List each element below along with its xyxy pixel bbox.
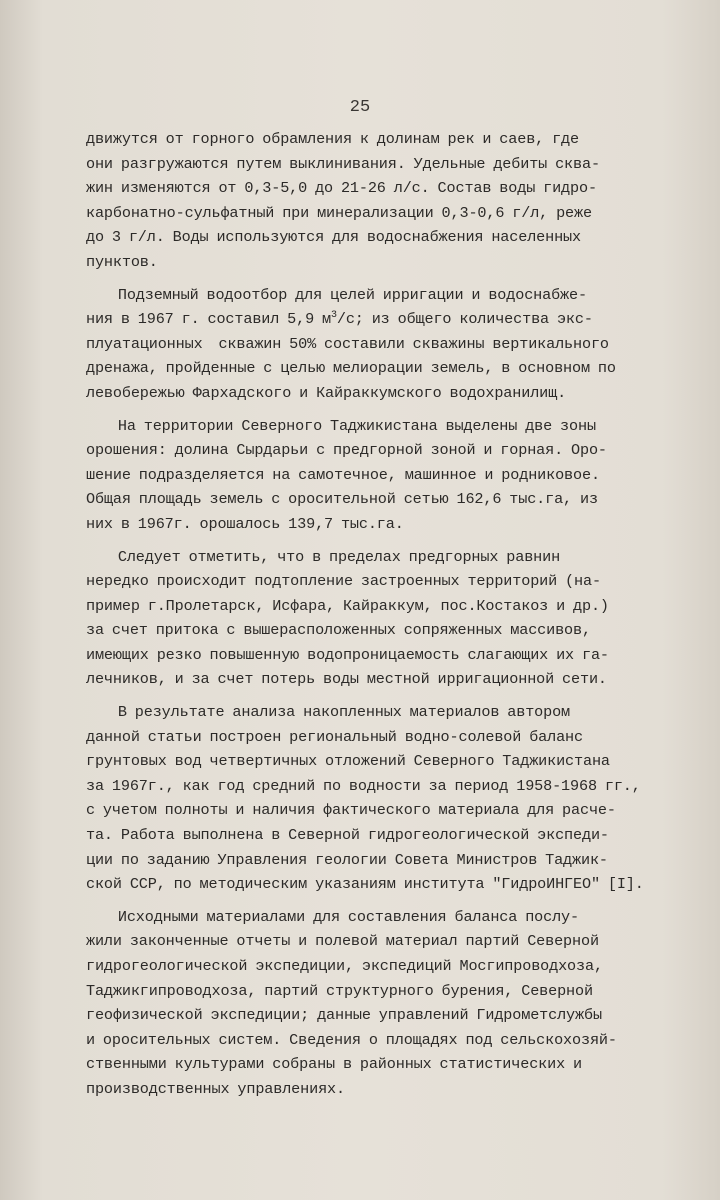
text-line: они разгружаются путем выклинивания. Удельные дебиты сква- [86, 154, 600, 173]
superscript: 3 [331, 310, 337, 322]
text-line: пунктов. [86, 252, 158, 271]
text-line: орошения: долина Сырдарьи с предгорной зоной и горная. Оро- [86, 441, 607, 460]
text-line: Следует отметить, что в пределах предгорных равнин [86, 547, 561, 566]
text-line: пример г.Пролетарск, Исфара, Кайраккум, пос.Костакоз и др.) [86, 596, 609, 615]
text-line: движутся от горного обрамления к долинам рек и саев, где [86, 130, 579, 148]
text-line: с учетом полноты и наличия фактического материала для расче- [86, 801, 616, 820]
text-line: Подземный водоотбор для целей ирригации и водоснабже- [86, 285, 587, 304]
text-line: грунтовых вод четвертичных отложений Северного Таджикистана [86, 752, 610, 771]
text-line: и оросительных систем. Сведения о площадях под сельскохозяй- [86, 1030, 617, 1049]
text-line: за счет притока с вышерасположенных сопряженных массивов, [86, 621, 591, 640]
text-line: жин изменяются от 0,3-5,0 до 21-26 л/с. Состав воды гидро- [86, 179, 597, 198]
text-line: карбонатно-сульфатный при минерализации 0,3-0,6 г/л, реже [86, 203, 592, 222]
text-fragment: ния в 1967 г. составил 5,9 м [86, 310, 331, 329]
text-line-with-superscript [86, 307, 710, 332]
text-line: них в 1967г. орошалось 139,7 тыс.га. [86, 514, 404, 533]
text-line: производственных управлениях. [86, 1079, 345, 1098]
text-line: геофизической экспедиции; данные управлений Гидрометслужбы [86, 1006, 602, 1025]
paragraph-2 [86, 283, 710, 406]
text-line: дренажа, пройденные с целью мелиорации земель, в основном по [86, 359, 616, 378]
text-fragment: /с; из общего количества экс- [336, 310, 593, 329]
text-line: шение подразделяется на самотечное, машинное и родниковое. [86, 465, 600, 484]
paragraph-5 [86, 700, 710, 897]
text-line: гидрогеологической экспедиции, экспедиций Мосгипроводхоза, [86, 957, 603, 975]
text-line: Таджикгипроводхоза, партий структурного бурения, Северной [86, 981, 593, 1000]
paragraph-1 [86, 127, 710, 275]
text-line: за 1967г., как год средний по водности за период 1958-1968 гг., [86, 776, 641, 795]
text-line: ции по заданию Управления геологии Совета Министров Таджик- [86, 850, 608, 869]
text-line: Общая площадь земель с оросительной сетью 162,6 тыс.га, из [86, 490, 598, 509]
text-line: жили законченные отчеты и полевой материал партий Северной [86, 932, 599, 951]
text-line: Исходными материалами для составления баланса послу- [86, 907, 579, 926]
paragraph-6 [86, 905, 710, 1102]
page-number: 25 [349, 98, 371, 117]
text-line: плуатационных скважин 50% составили скважины вертикального [86, 334, 609, 353]
text-line: ской ССР, по методическим указаниям института "ГидроИНГЕО" [I]. [86, 875, 644, 894]
body-text [86, 127, 710, 1102]
text-line: На территории Северного Таджикистана выделены две зоны [86, 416, 596, 435]
text-line: левобережью Фархадского и Кайраккумского водохранилищ. [86, 383, 567, 402]
text-line: ственными культурами собраны в районных статистических и [86, 1055, 582, 1074]
text-line: та. Работа выполнена в Северной гидрогеологической экспеди- [86, 826, 609, 845]
paragraph-4 [86, 545, 710, 693]
text-line: имеющих резко повышенную водопроницаемость слагающих их га- [86, 645, 609, 664]
paragraph-3 [86, 414, 710, 537]
text-line: нередко происходит подтопление застроенных территорий (на- [86, 572, 601, 591]
text-line: до 3 г/л. Воды используются для водоснабжения населенных [86, 228, 581, 247]
text-line: лечников, и за счет потерь воды местной ирригационной сети. [86, 670, 607, 689]
text-line: В результате анализа накопленных материалов автором [86, 703, 571, 722]
text-line: данной статьи построен региональный водно-солевой баланс [86, 727, 583, 746]
